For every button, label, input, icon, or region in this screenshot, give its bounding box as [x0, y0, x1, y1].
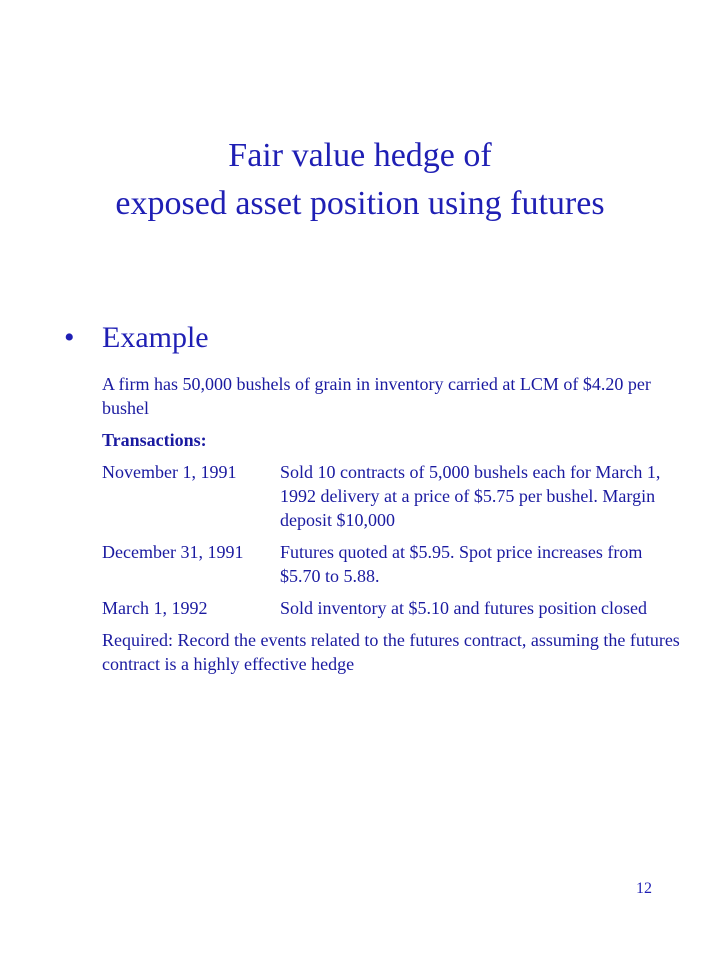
title-line-2: exposed asset position using futures [115, 185, 605, 222]
required-paragraph: Required: Record the events related to the futures contract, assuming the futures contract is a highly effective hedge [102, 630, 680, 674]
transaction-row [102, 596, 682, 620]
slide-title [0, 132, 720, 228]
transaction-row [102, 460, 682, 532]
page-number: 12 [636, 880, 652, 897]
slide-body [102, 372, 682, 684]
transactions-heading: Transactions: [102, 430, 207, 450]
transaction-date: March 1, 1992 [102, 598, 208, 618]
bullet-dot-icon: • [64, 321, 75, 354]
transaction-date: December 31, 1991 [102, 542, 244, 562]
transaction-description: Futures quoted at $5.95. Spot price increases from $5.70 to 5.88. [280, 542, 643, 586]
transaction-description: Sold 10 contracts of 5,000 bushels each for March 1, 1992 delivery at a price of $5.75 per bushel. Margin deposit $10,000 [280, 462, 661, 530]
title-line-1: Fair value hedge of [228, 137, 492, 174]
bullet-label: Example [102, 321, 209, 354]
intro-paragraph: A firm has 50,000 bushels of grain in inventory carried at LCM of $4.20 per bushel [102, 374, 651, 418]
transaction-description: Sold inventory at $5.10 and futures position closed [280, 598, 647, 618]
bullet-example [64, 318, 209, 358]
transaction-row [102, 540, 682, 588]
transaction-date: November 1, 1991 [102, 462, 237, 482]
